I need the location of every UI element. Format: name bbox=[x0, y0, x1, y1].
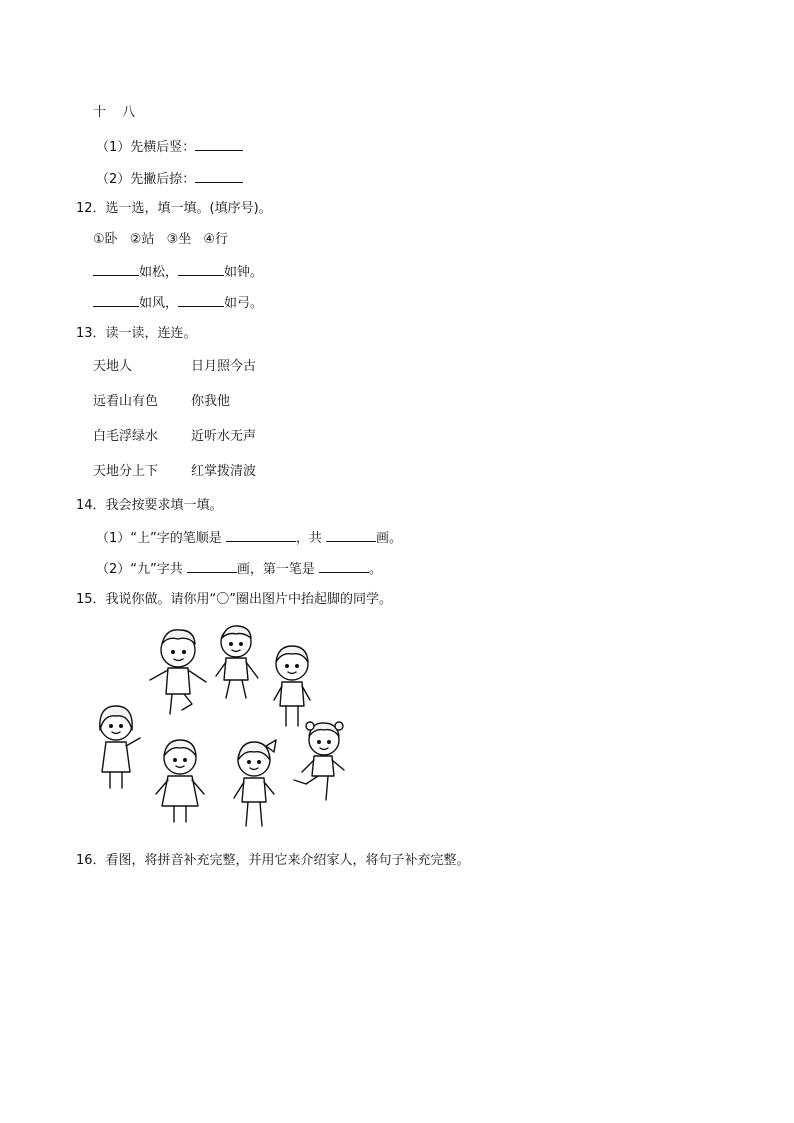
q11-item-1 bbox=[96, 137, 243, 157]
q14-blank-stroke-count-2[interactable] bbox=[187, 559, 237, 573]
child-boy-raised-foot[interactable] bbox=[150, 630, 206, 714]
q14-item-1-a: （1）“上”字的笔顺是 bbox=[96, 531, 222, 546]
q11-item-1-blank[interactable] bbox=[195, 137, 243, 151]
q14-item-1 bbox=[96, 528, 402, 548]
q13-title: 13．读一读，连连。 bbox=[76, 326, 197, 341]
q14-item-2-a: （2）“九”字共 bbox=[96, 562, 183, 577]
child-girl-left[interactable] bbox=[100, 706, 140, 788]
q14-title: 14．我会按要求填一填。 bbox=[76, 498, 223, 513]
q12-blank-1[interactable] bbox=[93, 262, 139, 276]
q12-line-1 bbox=[93, 262, 263, 282]
q14-blank-stroke-count-1[interactable] bbox=[326, 528, 376, 542]
q14-item-2-b: 画，第一笔是 bbox=[236, 562, 315, 577]
q12-blank-3[interactable] bbox=[93, 293, 139, 307]
q14-blank-first-stroke[interactable] bbox=[319, 559, 369, 573]
q11-item-2-label: （2）先撇后捺： bbox=[96, 172, 196, 187]
child-boy-standing[interactable] bbox=[216, 626, 258, 698]
q12-options bbox=[93, 231, 228, 249]
q12-title: 12．选一选，填一填。(填序号)。 bbox=[76, 201, 272, 216]
q14-item-1-b: ，共 bbox=[295, 531, 322, 546]
q12-line-1-a: 如松， bbox=[139, 265, 179, 280]
option-3: ③坐 bbox=[166, 232, 192, 247]
q12-line-2-a: 如风， bbox=[139, 296, 179, 311]
q14-item-1-c: 画。 bbox=[376, 531, 403, 546]
q14-blank-stroke-order[interactable] bbox=[226, 528, 296, 542]
q14-item-2-c: 。 bbox=[369, 562, 383, 577]
q12-blank-4[interactable] bbox=[178, 293, 224, 307]
q11-item-1-label: （1）先横后竖： bbox=[96, 140, 196, 155]
q14-item-2 bbox=[96, 559, 382, 579]
match-right-2[interactable]: 你我他 bbox=[191, 394, 231, 409]
match-right-4[interactable]: 红掌拨清波 bbox=[191, 464, 257, 479]
child-girl-center[interactable] bbox=[156, 740, 204, 822]
option-1: ①卧 bbox=[93, 232, 118, 247]
stroke-chars: 十 八 bbox=[93, 105, 142, 120]
match-right-1[interactable]: 日月照今古 bbox=[191, 359, 257, 374]
child-girl-right[interactable] bbox=[274, 646, 310, 726]
match-left-4[interactable]: 天地分上下 bbox=[93, 464, 159, 479]
child-girl-bow[interactable] bbox=[234, 740, 276, 826]
q12-blank-2[interactable] bbox=[178, 262, 224, 276]
match-right-3[interactable]: 近听水无声 bbox=[191, 429, 257, 444]
q16-title: 16．看图，将拼音补充完整，并用它来介绍家人，将句子补充完整。 bbox=[76, 853, 470, 868]
option-4: ④行 bbox=[203, 232, 229, 247]
match-left-3[interactable]: 白毛浮绿水 bbox=[93, 429, 159, 444]
q12-line-2-b: 如弓。 bbox=[224, 296, 264, 311]
option-2: ②站 bbox=[129, 232, 155, 247]
children-illustration bbox=[88, 622, 363, 834]
match-left-1[interactable]: 天地人 bbox=[93, 359, 133, 374]
q12-line-2 bbox=[93, 293, 263, 313]
q15-title: 15．我说你做。请你用“〇”圈出图片中抬起脚的同学。 bbox=[76, 592, 393, 607]
q11-item-2 bbox=[96, 169, 243, 189]
match-left-2[interactable]: 远看山有色 bbox=[93, 394, 159, 409]
child-girl-running[interactable] bbox=[294, 722, 344, 800]
q11-item-2-blank[interactable] bbox=[195, 169, 243, 183]
q12-line-1-b: 如钟。 bbox=[224, 265, 264, 280]
